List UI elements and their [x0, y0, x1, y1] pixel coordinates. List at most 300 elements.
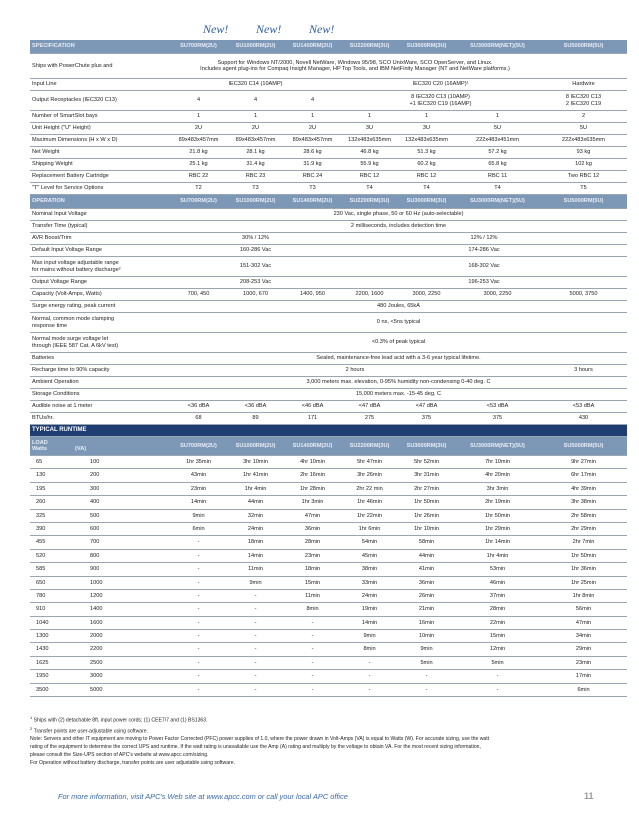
footnotes: [30, 715, 627, 768]
runtime-value: 9min: [398, 643, 455, 656]
runtime-value: 1hr 41min: [227, 469, 284, 482]
load-cell: [30, 536, 170, 549]
row-value: Hardwire: [540, 79, 627, 91]
model-header: SU3000RM(3U): [398, 437, 455, 456]
runtime-value: 4hr 10min: [284, 456, 341, 469]
row-value: 171: [284, 413, 341, 425]
runtime-value: 53min: [455, 563, 540, 576]
row-value: RBC 12: [341, 171, 398, 183]
row-value: 1000, 670: [227, 289, 284, 301]
load-cell: [30, 563, 170, 576]
footnote: [30, 736, 627, 744]
row-value: Support for Windows NT/2000, Novell NetWare, Windows 95/98, SCO UnixWare, SCO OpenServer, and Linux. Includes agent plug-ins for Compaq Insight Manager, HP Top Tools, and IBM NetFinity Manager (NT and NetWare platforms.): [170, 54, 540, 79]
runtime-value: 6hr 17min: [540, 469, 627, 482]
runtime-value: -: [227, 643, 284, 656]
runtime-value: 4hr 20min: [455, 469, 540, 482]
load-va: 100: [90, 458, 100, 465]
row-label: Transfer Time (typical): [30, 221, 170, 233]
load-cell: [30, 670, 170, 683]
runtime-value: -: [284, 643, 341, 656]
row-label: Storage Conditions: [30, 389, 170, 401]
row-value: Sealed, maintenance-free lead acid with a 3-6 year typical lifetime.: [170, 353, 627, 365]
runtime-value: 1hr 22min: [341, 509, 398, 522]
runtime-value: -: [227, 683, 284, 696]
model-header: SU2200RM(3U): [341, 195, 398, 209]
row-value: 168-302 Vac: [341, 257, 627, 277]
row-value: 208-253 Vac: [170, 277, 341, 289]
load-cell: [30, 509, 170, 522]
runtime-value: 1hr 10min: [398, 522, 455, 535]
row-value: 3000, 2250: [398, 289, 455, 301]
row-value: T3: [284, 183, 341, 195]
runtime-value: 36min: [398, 576, 455, 589]
row-value: 102 kg: [540, 159, 627, 171]
runtime-value: -: [170, 603, 227, 616]
model-header: SU1400RM(2U): [284, 40, 341, 54]
runtime-value: 10min: [398, 630, 455, 643]
runtime-value: -: [170, 670, 227, 683]
row-label: Output Voltage Range: [30, 277, 170, 289]
runtime-value: -: [284, 670, 341, 683]
load-cell: [30, 456, 170, 469]
footnote: [30, 715, 627, 726]
row-label: Nominal Input Voltage: [30, 209, 170, 221]
table-row: [30, 389, 627, 401]
load-watts: 780: [36, 592, 46, 599]
runtime-value: 6min: [540, 683, 627, 696]
load-va: 1200: [90, 592, 103, 599]
row-value: 222x483x451mm: [455, 135, 540, 147]
runtime-value: 8min: [341, 643, 398, 656]
row-value: T3: [227, 183, 284, 195]
row-value: <47 dBA: [341, 401, 398, 413]
runtime-value: 2hr 16min: [284, 469, 341, 482]
model-header: SU5000RM(5U): [540, 437, 627, 456]
runtime-value: 26min: [398, 589, 455, 602]
load-watts: 65: [36, 458, 43, 465]
row-value: 375: [455, 413, 540, 425]
runtime-value: 43min: [170, 469, 227, 482]
footnote-mark: 2: [30, 725, 33, 731]
row-value: T2: [170, 183, 227, 195]
runtime-value: 28min: [455, 603, 540, 616]
row-value: 0 ns, <5ns typical: [170, 313, 627, 333]
row-value: Two RBC 12: [540, 171, 627, 183]
table-row: [30, 54, 627, 79]
row-value: RBC 11: [455, 171, 540, 183]
row-label: BTUs/hr.: [30, 413, 170, 425]
runtime-value: -: [227, 603, 284, 616]
footnote-text: Ships with (2) detachable 8ft. input power cords; (1) CEE7/7 and (1) BS1363.: [33, 717, 208, 724]
load-watts: 1430: [36, 646, 49, 653]
runtime-value: 44min: [398, 549, 455, 562]
runtime-row: [30, 630, 627, 643]
table-row: [30, 147, 627, 159]
runtime-title: TYPICAL RUNTIME: [30, 425, 627, 437]
runtime-value: 1hr 25min: [540, 576, 627, 589]
runtime-value: 9min: [170, 509, 227, 522]
row-value: 196-253 Vac: [341, 277, 627, 289]
runtime-value: -: [227, 670, 284, 683]
row-value: 1: [455, 111, 540, 123]
load-cell: [30, 603, 170, 616]
row-value: 2U: [227, 123, 284, 135]
runtime-value: 14min: [170, 496, 227, 509]
row-value: <36 dBA: [227, 401, 284, 413]
row-label: Maximum Dimensions (H x W x D): [30, 135, 170, 147]
row-value: 3U: [398, 123, 455, 135]
load-cell: [30, 656, 170, 669]
row-value: IEC320 C20 (16AMP)¹: [341, 79, 540, 91]
footnote: [30, 752, 627, 760]
row-value: 30% / 12%: [170, 233, 341, 245]
runtime-value: -: [170, 656, 227, 669]
load-cell: [30, 683, 170, 696]
row-value: 1: [227, 111, 284, 123]
row-value: 15,000 meters max. -15-45 deg. C: [170, 389, 627, 401]
runtime-row: [30, 536, 627, 549]
row-value: <0.3% of peak typical: [170, 333, 627, 353]
runtime-value: -: [284, 656, 341, 669]
runtime-value: -: [170, 630, 227, 643]
row-value: 68: [170, 413, 227, 425]
runtime-row: [30, 603, 627, 616]
new-badge-1: New!: [203, 22, 229, 36]
runtime-value: -: [170, 536, 227, 549]
row-label: Replacement Battery Cartridge: [30, 171, 170, 183]
runtime-value: -: [170, 616, 227, 629]
runtime-value: 45min: [341, 549, 398, 562]
model-header: SU1400RM(2U): [284, 437, 341, 456]
runtime-value: 16min: [398, 616, 455, 629]
table-row: [30, 401, 627, 413]
load-va: 1000: [90, 579, 103, 586]
runtime-value: 3hr 31min: [398, 469, 455, 482]
row-value: 25.1 kg: [170, 159, 227, 171]
row-value: 375: [398, 413, 455, 425]
row-value: 12% / 12%: [341, 233, 627, 245]
table-row: [30, 377, 627, 389]
load-cell: [30, 576, 170, 589]
runtime-row: [30, 589, 627, 602]
runtime-value: 9min: [341, 630, 398, 643]
footnote-text: For Operation without battery discharge, transfer points are user adjustable using software.: [30, 759, 235, 766]
runtime-row: [30, 683, 627, 696]
runtime-value: -: [398, 683, 455, 696]
runtime-value: -: [170, 683, 227, 696]
runtime-value: 1hr 50min: [540, 549, 627, 562]
runtime-value: 1hr 6min: [341, 522, 398, 535]
row-value: 480 Joules, 65kA: [170, 301, 627, 313]
row-value: T4: [398, 183, 455, 195]
new-badges: [0, 22, 639, 38]
row-value: 93 kg: [540, 147, 627, 159]
load-watts: 260: [36, 499, 46, 506]
runtime-value: 1hr 50min: [455, 509, 540, 522]
runtime-row: [30, 563, 627, 576]
model-header: SU700RM(2U): [170, 195, 227, 209]
footer-text[interactable]: For more information, visit APC's Web site at www.apcc.com or call your local APC office: [58, 792, 348, 801]
runtime-value: 3hr 26min: [341, 469, 398, 482]
table-row: [30, 221, 627, 233]
model-header: SU3000RM(NET)(5U): [455, 437, 540, 456]
runtime-row: [30, 576, 627, 589]
load-va: 2200: [90, 646, 103, 653]
runtime-value: 23min: [284, 549, 341, 562]
runtime-value: 15min: [455, 630, 540, 643]
load-watts: 1950: [36, 673, 49, 680]
runtime-row: [30, 496, 627, 509]
runtime-value: 14min: [341, 616, 398, 629]
runtime-value: 22min: [455, 616, 540, 629]
runtime-value: 2hr 22 min: [341, 482, 398, 495]
runtime-section-row: [30, 425, 627, 437]
model-header: SU1000RM(2U): [227, 437, 284, 456]
operation-header-row: [30, 195, 627, 209]
runtime-value: -: [284, 683, 341, 696]
table-row: [30, 135, 627, 147]
load-cell: [30, 469, 170, 482]
footnote-text: Note: Servers and other IT equipment are moving to Power Factor Corrected (PFC) power supplies of 1.0, where the power drawn in Volt-Amps (VA) is equal to Watts (W). For accurate sizing, use the watt: [30, 736, 490, 743]
runtime-value: 11min: [284, 589, 341, 602]
load-cell: [30, 589, 170, 602]
row-label: Shipping Weight: [30, 159, 170, 171]
runtime-value: 24min: [227, 522, 284, 535]
runtime-value: 5hr 47min: [341, 456, 398, 469]
runtime-value: 5min: [455, 656, 540, 669]
runtime-value: -: [455, 670, 540, 683]
runtime-value: 1hr 29min: [455, 522, 540, 535]
table-row: [30, 333, 627, 353]
row-value: 1400, 950: [284, 289, 341, 301]
runtime-row: [30, 656, 627, 669]
row-value: T5: [540, 183, 627, 195]
row-value: 4: [227, 91, 284, 111]
runtime-value: 5min: [398, 656, 455, 669]
new-badge-2: New!: [256, 22, 282, 36]
row-value: 1: [398, 111, 455, 123]
row-label: "T" Level for Service Options: [30, 183, 170, 195]
row-value: 2: [540, 111, 627, 123]
table-row: [30, 313, 627, 333]
row-label: Output Receptacles (IEC320 C13): [30, 91, 170, 111]
row-value: 55.9 kg: [341, 159, 398, 171]
row-value: 1: [284, 111, 341, 123]
runtime-value: 2hr 29min: [540, 522, 627, 535]
va-label: (VA): [75, 446, 87, 452]
table-row: [30, 289, 627, 301]
runtime-value: -: [227, 630, 284, 643]
row-value: RBC 23: [227, 171, 284, 183]
runtime-value: 34min: [540, 630, 627, 643]
runtime-value: 58min: [398, 536, 455, 549]
runtime-value: 1hr 14min: [455, 536, 540, 549]
runtime-row: [30, 509, 627, 522]
model-header: SU3000RM(NET)(5U): [455, 40, 540, 54]
runtime-value: -: [341, 656, 398, 669]
row-label: Recharge time to 90% capacity: [30, 365, 170, 377]
runtime-header-row: [30, 437, 627, 456]
load-va: 3000: [90, 673, 103, 680]
row-label: Capacity (Volt-Amps, Watts): [30, 289, 170, 301]
runtime-row: [30, 616, 627, 629]
runtime-row: [30, 469, 627, 482]
runtime-value: 7hr 10min: [455, 456, 540, 469]
runtime-value: 36min: [284, 522, 341, 535]
load-va: 200: [90, 472, 100, 479]
runtime-value: 11min: [227, 563, 284, 576]
footnote-mark: 1: [30, 715, 33, 720]
runtime-value: 29min: [540, 643, 627, 656]
row-value: 5U: [540, 123, 627, 135]
load-cell: [30, 630, 170, 643]
row-value: 65.8 kg: [455, 159, 540, 171]
runtime-value: 2hr 58min: [540, 509, 627, 522]
runtime-row: [30, 670, 627, 683]
table-row: [30, 365, 627, 377]
load-va: 600: [90, 525, 100, 532]
runtime-value: 8min: [284, 603, 341, 616]
runtime-value: 18min: [227, 536, 284, 549]
runtime-value: -: [227, 616, 284, 629]
row-value: 1: [341, 111, 398, 123]
load-va: 2500: [90, 659, 103, 666]
row-value: 160-286 Vac: [170, 245, 341, 257]
row-value: 2U: [284, 123, 341, 135]
row-value: 3000, 2250: [455, 289, 540, 301]
row-value: 3,000 meters max. elevation, 0-95% humidity non-condensing 0-40 deg. C: [170, 377, 627, 389]
row-label: Ships with PowerChute plus and: [30, 54, 170, 79]
new-badge-3: New!: [309, 22, 335, 36]
runtime-row: [30, 456, 627, 469]
watts-label: Watts: [32, 446, 48, 452]
runtime-value: 23min: [170, 482, 227, 495]
runtime-value: -: [227, 656, 284, 669]
row-value: 700, 450: [170, 289, 227, 301]
load-va: 400: [90, 499, 100, 506]
runtime-value: 1hr 36min: [540, 563, 627, 576]
row-value: 275: [341, 413, 398, 425]
runtime-value: -: [284, 630, 341, 643]
row-value: IEC320 C14 (10AMP): [170, 79, 341, 91]
row-value: <53 dBA: [455, 401, 540, 413]
load-cell: [30, 549, 170, 562]
runtime-value: 38min: [341, 563, 398, 576]
runtime-value: 47min: [284, 509, 341, 522]
footnote: [30, 726, 627, 737]
row-label: Net Weight: [30, 147, 170, 159]
table-row: [30, 159, 627, 171]
row-value: T4: [341, 183, 398, 195]
load-watts: 650: [36, 579, 46, 586]
load-va: 1600: [90, 619, 103, 626]
row-value: 28.6 kg: [284, 147, 341, 159]
row-value: 5U: [455, 123, 540, 135]
row-value: 60.2 kg: [398, 159, 455, 171]
runtime-value: 56min: [540, 603, 627, 616]
load-watts: 1625: [36, 659, 49, 666]
row-value: 21.8 kg: [170, 147, 227, 159]
footnote-text: please consult the Size-UPS section of APC's website at www.apcc.com/sizing.: [30, 751, 209, 758]
row-value: 2200, 1600: [341, 289, 398, 301]
row-value: 89: [227, 413, 284, 425]
load-watts: 910: [36, 606, 46, 613]
page-number: 11: [584, 791, 594, 801]
row-value: [540, 54, 627, 79]
load-va: 700: [90, 539, 100, 546]
runtime-value: -: [341, 670, 398, 683]
row-value: <36 dBA: [170, 401, 227, 413]
row-value: 2 hours: [170, 365, 540, 377]
runtime-value: 19min: [341, 603, 398, 616]
runtime-value: 1hr 28min: [284, 482, 341, 495]
runtime-value: 1hr 26min: [398, 509, 455, 522]
runtime-value: 3hr 3min: [455, 482, 540, 495]
table-row: [30, 171, 627, 183]
spec-table: [30, 40, 627, 697]
table-row: [30, 257, 627, 277]
runtime-value: 2hr 19min: [455, 496, 540, 509]
runtime-value: 41min: [398, 563, 455, 576]
runtime-value: 28min: [284, 536, 341, 549]
runtime-value: 1hr 50min: [398, 496, 455, 509]
row-value: 51.3 kg: [398, 147, 455, 159]
model-header: SU3000RM(3U): [398, 195, 455, 209]
row-value: <46 dBA: [284, 401, 341, 413]
row-label: AVR Boost/Trim: [30, 233, 170, 245]
runtime-row: [30, 482, 627, 495]
runtime-value: 23min: [540, 656, 627, 669]
table-row: [30, 183, 627, 195]
row-value: 31.9 kg: [284, 159, 341, 171]
model-header: SU700RM(2U): [170, 437, 227, 456]
runtime-value: 3hr 38min: [540, 496, 627, 509]
runtime-value: 37min: [455, 589, 540, 602]
runtime-value: 1hr 46min: [341, 496, 398, 509]
row-label: Normal, common mode clamping response time: [30, 313, 170, 333]
row-value: 8 IEC320 C13 (10AMP) +1 IEC320 C19 (16AMP): [341, 91, 540, 111]
runtime-value: 18min: [284, 563, 341, 576]
runtime-value: 6min: [170, 522, 227, 535]
row-value: 3 hours: [540, 365, 627, 377]
load-watts: 585: [36, 566, 46, 573]
runtime-value: -: [455, 683, 540, 696]
row-value: 89x483x457mm: [284, 135, 341, 147]
row-value: 4: [284, 91, 341, 111]
row-value: 31.4 kg: [227, 159, 284, 171]
model-header: SU3000RM(3U): [398, 40, 455, 54]
load-watts: 390: [36, 525, 46, 532]
header-label: OPERATION: [30, 195, 170, 209]
table-row: [30, 123, 627, 135]
runtime-value: 47min: [540, 616, 627, 629]
table-row: [30, 413, 627, 425]
table-row: [30, 301, 627, 313]
row-value: 151-302 Vac: [170, 257, 341, 277]
table-row: [30, 233, 627, 245]
row-value: RBC 12: [398, 171, 455, 183]
row-label: Default Input Voltage Range: [30, 245, 170, 257]
runtime-value: 2hr 27min: [398, 482, 455, 495]
load-label: LOAD: [32, 439, 48, 446]
runtime-value: 46min: [455, 576, 540, 589]
runtime-value: 24min: [341, 589, 398, 602]
table-row: [30, 111, 627, 123]
footnote: [30, 744, 627, 752]
row-value: 4: [170, 91, 227, 111]
row-value: <53 dBA: [540, 401, 627, 413]
runtime-row: [30, 643, 627, 656]
